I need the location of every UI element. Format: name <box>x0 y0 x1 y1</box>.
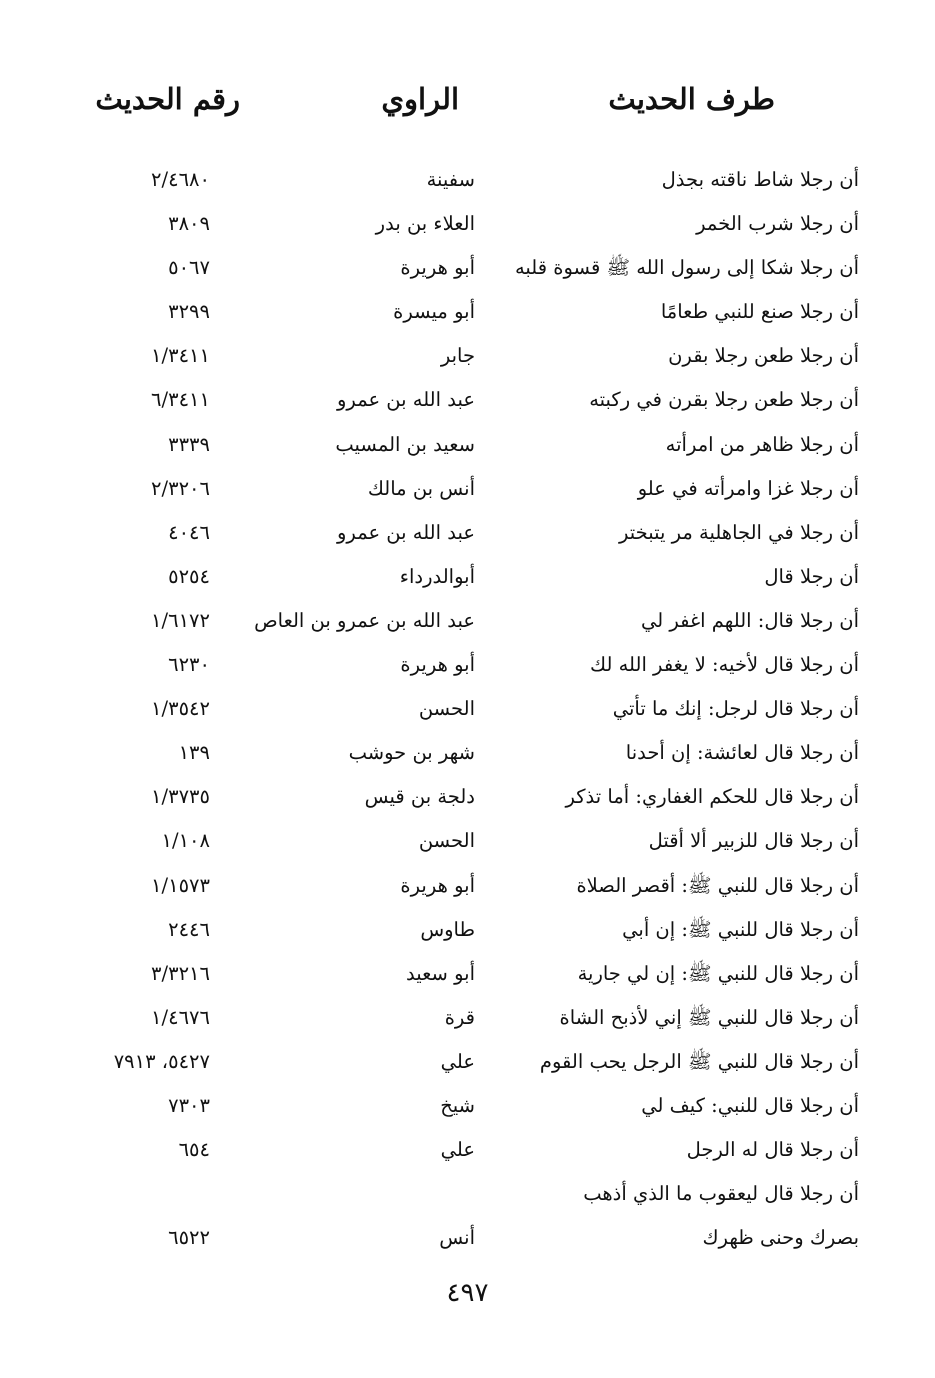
table-row <box>0 204 935 248</box>
hadith-start-cell: أن رجلا قال للنبي ﷺ: إن لي جارية <box>577 961 859 985</box>
table-row <box>0 513 935 557</box>
table-row <box>0 954 935 998</box>
hadith-start-cell: أن رجلا قال: اللهم اغفر لي <box>640 608 859 632</box>
hadith-number-cell: ٥٤٢٧، ٧٩١٣ <box>113 1049 210 1073</box>
table-row <box>0 733 935 777</box>
narrator-cell: عبد الله بن عمرو بن العاص <box>254 608 475 632</box>
hadith-number-cell: ١/٤٦٧٦ <box>151 1005 210 1029</box>
table-row <box>0 557 935 601</box>
hadith-number-cell: ٦٢٣٠ <box>168 653 210 677</box>
hadith-start-cell: أن رجلا قال للزبير ألا أقتل <box>648 829 859 853</box>
table-row <box>0 1218 935 1262</box>
hadith-start-cell: أن رجلا قال ليعقوب ما الذي أذهب <box>583 1182 859 1206</box>
narrator-cell: أبو سعيد <box>406 961 475 985</box>
narrator-cell: العلاء بن بدر <box>375 212 475 236</box>
narrator-cell: أبو هريرة <box>400 653 475 677</box>
table-row <box>0 292 935 336</box>
hadith-number-cell: ٢٤٤٦ <box>168 917 210 941</box>
hadith-number-cell: ٥٢٥٤ <box>168 564 210 588</box>
hadith-start-cell: أن رجلا قال للنبي ﷺ: إن أبي <box>622 917 859 941</box>
hadith-start-cell: أن رجلا في الجاهلية مر يتبختر <box>618 520 859 544</box>
hadith-start-cell: أن رجلا قال للنبي: كيف لي <box>641 1093 859 1117</box>
narrator-cell: أنس <box>439 1226 475 1250</box>
hadith-start-cell: أن رجلا شاط ناقته بجذل <box>661 168 859 191</box>
hadith-index-table <box>0 160 935 1262</box>
narrator-cell: دلجة بن قيس <box>364 785 475 809</box>
hadith-start-cell: أن رجلا شكا إلى رسول الله ﷺ قسوة قلبه <box>514 256 859 280</box>
table-row <box>0 910 935 954</box>
narrator-cell: جابر <box>440 344 475 368</box>
hadith-start-cell: بصرك وحنى ظهرك <box>702 1226 859 1250</box>
narrator-cell: أنس بن مالك <box>367 476 475 500</box>
hadith-number-cell: ١/٣٥٤٢ <box>151 697 210 721</box>
table-row <box>0 998 935 1042</box>
hadith-start-cell: أن رجلا قال لرجل: إنك ما تأتي <box>612 697 859 721</box>
hadith-number-cell: ١/٣٤١١ <box>151 344 210 368</box>
hadith-number-cell: ١/٣٧٣٥ <box>151 785 210 809</box>
hadith-start-cell: أن رجلا قال لأخيه: لا يغفر الله لك <box>590 653 859 677</box>
narrator-cell: سعيد بن المسيب <box>335 432 475 456</box>
table-row <box>0 1174 935 1218</box>
table-row <box>0 469 935 513</box>
table-row <box>0 1130 935 1174</box>
hadith-start-cell: أن رجلا قال لعائشة: إن أحدنا <box>625 741 859 765</box>
table-row <box>0 248 935 292</box>
hadith-start-cell: أن رجلا طعن رجلا بقرن <box>668 344 859 368</box>
hadith-number-cell: ٣/٣٢١٦ <box>151 961 210 985</box>
hadith-number-cell: ٢/٤٦٨٠ <box>151 168 210 191</box>
hadith-start-cell: أن رجلا قال له الرجل <box>686 1138 859 1162</box>
page-number: ٤٩٧ <box>446 1278 489 1308</box>
table-row <box>0 1042 935 1086</box>
hadith-number-cell: ٣٨٠٩ <box>168 212 210 236</box>
header-hadith-start: طرف الحديث <box>608 82 775 116</box>
table-row <box>0 601 935 645</box>
table-row <box>0 645 935 689</box>
hadith-number-cell: ١/١٠٨ <box>161 829 210 853</box>
narrator-cell: شيخ <box>440 1093 475 1117</box>
hadith-number-cell: ٦٥٢٢ <box>168 1226 210 1250</box>
hadith-start-cell: أن رجلا قال للحكم الغفاري: أما تذكر <box>565 785 859 809</box>
table-row <box>0 380 935 424</box>
hadith-number-cell: ١/١٥٧٣ <box>151 873 210 897</box>
narrator-cell: علي <box>440 1138 475 1162</box>
table-header <box>0 82 935 132</box>
hadith-number-cell: ٦٥٤ <box>178 1138 210 1162</box>
hadith-start-cell: أن رجلا غزا وامرأته في علو <box>637 476 859 500</box>
table-row <box>0 1086 935 1130</box>
table-row <box>0 425 935 469</box>
hadith-start-cell: أن رجلا شرب الخمر <box>696 212 859 236</box>
hadith-number-cell: ٢/٣٢٠٦ <box>151 476 210 500</box>
header-hadith-number: رقم الحديث <box>95 82 240 116</box>
narrator-cell: الحسن <box>418 829 475 853</box>
hadith-start-cell: أن رجلا قال <box>764 564 859 588</box>
hadith-start-cell: أن رجلا ظاهر من امرأته <box>665 432 859 456</box>
hadith-number-cell: ٤٠٤٦ <box>168 520 210 544</box>
table-row <box>0 821 935 865</box>
hadith-start-cell: أن رجلا صنع للنبي طعامًا <box>660 300 859 324</box>
hadith-number-cell: ١٣٩ <box>178 741 210 765</box>
hadith-number-cell: ٣٢٩٩ <box>168 300 210 324</box>
hadith-number-cell: ١/٦١٧٢ <box>151 608 210 632</box>
hadith-number-cell: ٧٣٠٣ <box>168 1093 210 1117</box>
narrator-cell: سفينة <box>426 168 475 191</box>
narrator-cell: شهر بن حوشب <box>348 741 475 765</box>
narrator-cell: قرة <box>444 1005 475 1029</box>
narrator-cell: أبوالدرداء <box>399 564 475 588</box>
narrator-cell: عبد الله بن عمرو <box>337 520 475 544</box>
table-row <box>0 336 935 380</box>
hadith-start-cell: أن رجلا قال للنبي ﷺ: أقصر الصلاة <box>576 873 859 897</box>
narrator-cell: طاوس <box>420 917 475 941</box>
hadith-number-cell: ٣٣٣٩ <box>168 432 210 456</box>
narrator-cell: أبو هريرة <box>400 256 475 280</box>
narrator-cell: أبو ميسرة <box>393 300 475 324</box>
narrator-cell: علي <box>440 1049 475 1073</box>
hadith-number-cell: ٦/٣٤١١ <box>151 388 210 412</box>
narrator-cell: أبو هريرة <box>400 873 475 897</box>
hadith-number-cell: ٥٠٦٧ <box>168 256 210 280</box>
table-row <box>0 689 935 733</box>
narrator-cell: عبد الله بن عمرو <box>337 388 475 412</box>
hadith-start-cell: أن رجلا قال للنبي ﷺ الرجل يحب القوم <box>539 1049 859 1073</box>
header-narrator: الراوي <box>381 82 459 116</box>
hadith-start-cell: أن رجلا قال للنبي ﷺ إني لأذبح الشاة <box>559 1005 859 1029</box>
table-row <box>0 866 935 910</box>
narrator-cell: الحسن <box>418 697 475 721</box>
hadith-start-cell: أن رجلا طعن رجلا بقرن في ركبته <box>589 388 859 412</box>
table-row <box>0 777 935 821</box>
table-row <box>0 160 935 204</box>
